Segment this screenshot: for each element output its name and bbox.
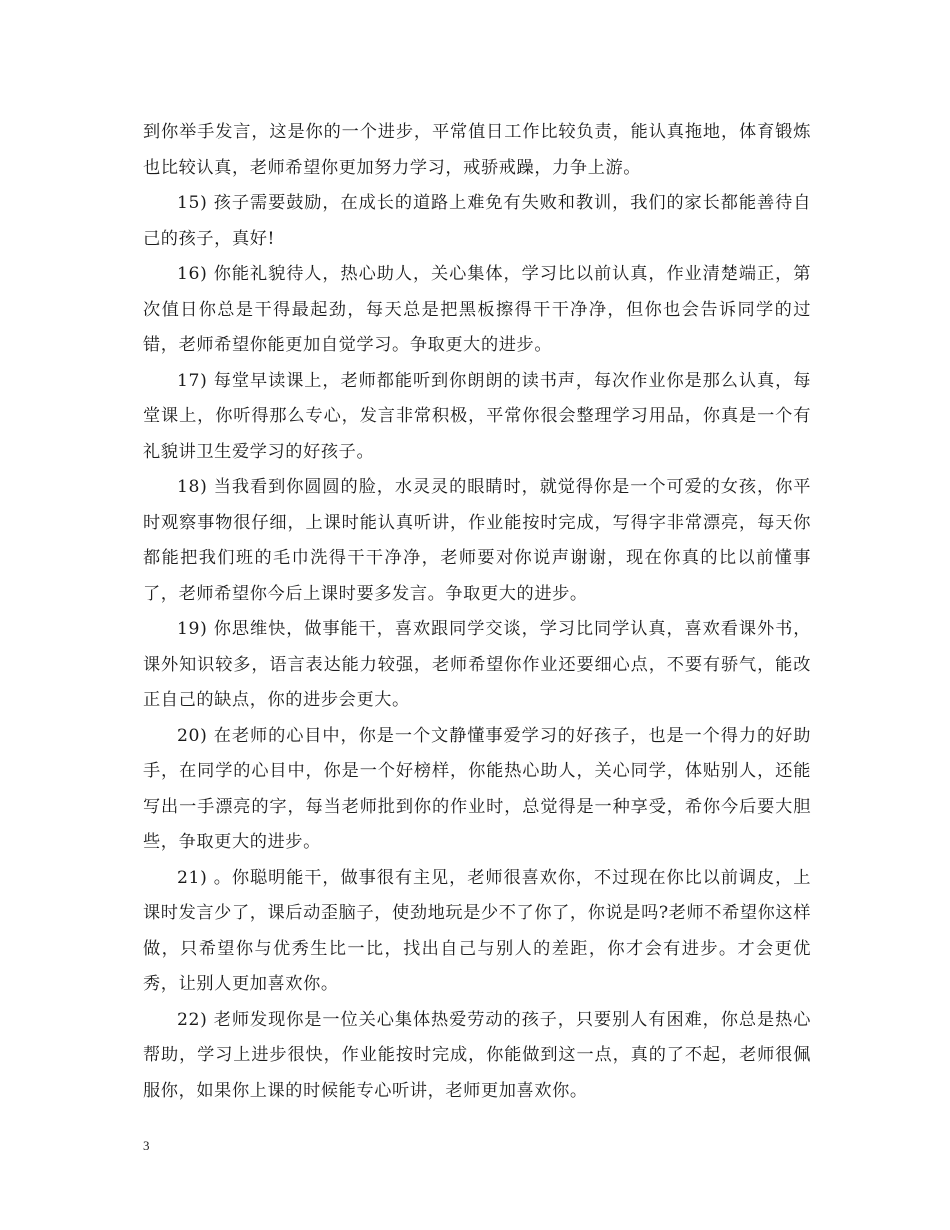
paragraph-item-21: 21) 。你聪明能干，做事很有主见，老师很喜欢你，不过现在你比以前调皮，上课时发言少了，课后动歪脑子，使劲地玩是少不了你了，你说是吗?老师不希望你这样做，只希望你与优秀生比一比，找出自己与别人的差距，你才会有进步。才会更优秀，让别人更加喜欢你。 bbox=[143, 867, 811, 994]
paragraph-item-15: 15) 孩子需要鼓励，在成长的道路上难免有失败和教训，我们的家长都能善待自己的孩子，真好! bbox=[143, 193, 811, 249]
paragraph-item-22: 22) 老师发现你是一位关心集体热爱劳动的孩子，只要别人有困难，你总是热心帮助，学习上进步很快，作业能按时完成，你能做到这一点，真的了不起，老师很佩服你，如果你上课的时候能专心听讲，老师更加喜欢你。 bbox=[143, 1009, 811, 1101]
paragraph-continuation: 到你举手发言，这是你的一个进步，平常值日工作比较负责，能认真拖地，体育锻炼也比较认真，老师希望你更加努力学习，戒骄戒躁，力争上游。 bbox=[143, 122, 811, 178]
page-number: 3 bbox=[143, 1138, 150, 1153]
document-body bbox=[143, 115, 811, 1109]
paragraph-item-16: 16) 你能礼貌待人，热心助人，关心集体，学习比以前认真，作业清楚端正，第次值日你总是干得最起劲，每天总是把黑板擦得干干净净，但你也会告诉同学的过错，老师希望你能更加自觉学习。争取更大的进步。 bbox=[143, 264, 811, 355]
paragraph-item-17: 17) 每堂早读课上，老师都能听到你朗朗的读书声，每次作业你是那么认真，每堂课上，你听得那么专心，发言非常积极，平常你很会整理学习用品，你真是一个有礼貌讲卫生爱学习的好孩子。 bbox=[143, 370, 811, 462]
paragraph-item-19: 19) 你思维快，做事能干，喜欢跟同学交谈，学习比同学认真，喜欢看课外书，课外知识较多，语言表达能力较强，老师希望你作业还要细心点，不要有骄气，能改正自己的缺点，你的进步会更大。 bbox=[143, 619, 811, 710]
paragraph-item-20: 20) 在老师的心目中，你是一个文静懂事爱学习的好孩子，也是一个得力的好助手，在同学的心目中，你是一个好榜样，你能热心助人，关心同学，体贴别人，还能写出一手漂亮的字，每当老师批到你的作业时，总觉得是一种享受，希你今后要大胆些，争取更大的进步。 bbox=[143, 725, 811, 852]
paragraph-item-18: 18) 当我看到你圆圆的脸，水灵灵的眼睛时，就觉得你是一个可爱的女孩，你平时观察事物很仔细，上课时能认真听讲，作业能按时完成，写得字非常漂亮，每天你都能把我们班的毛巾洗得干干净净，老师要对你说声谢谢，现在你真的比以前懂事了，老师希望你今后上课时要多发言。争取更大的进步。 bbox=[143, 477, 811, 604]
